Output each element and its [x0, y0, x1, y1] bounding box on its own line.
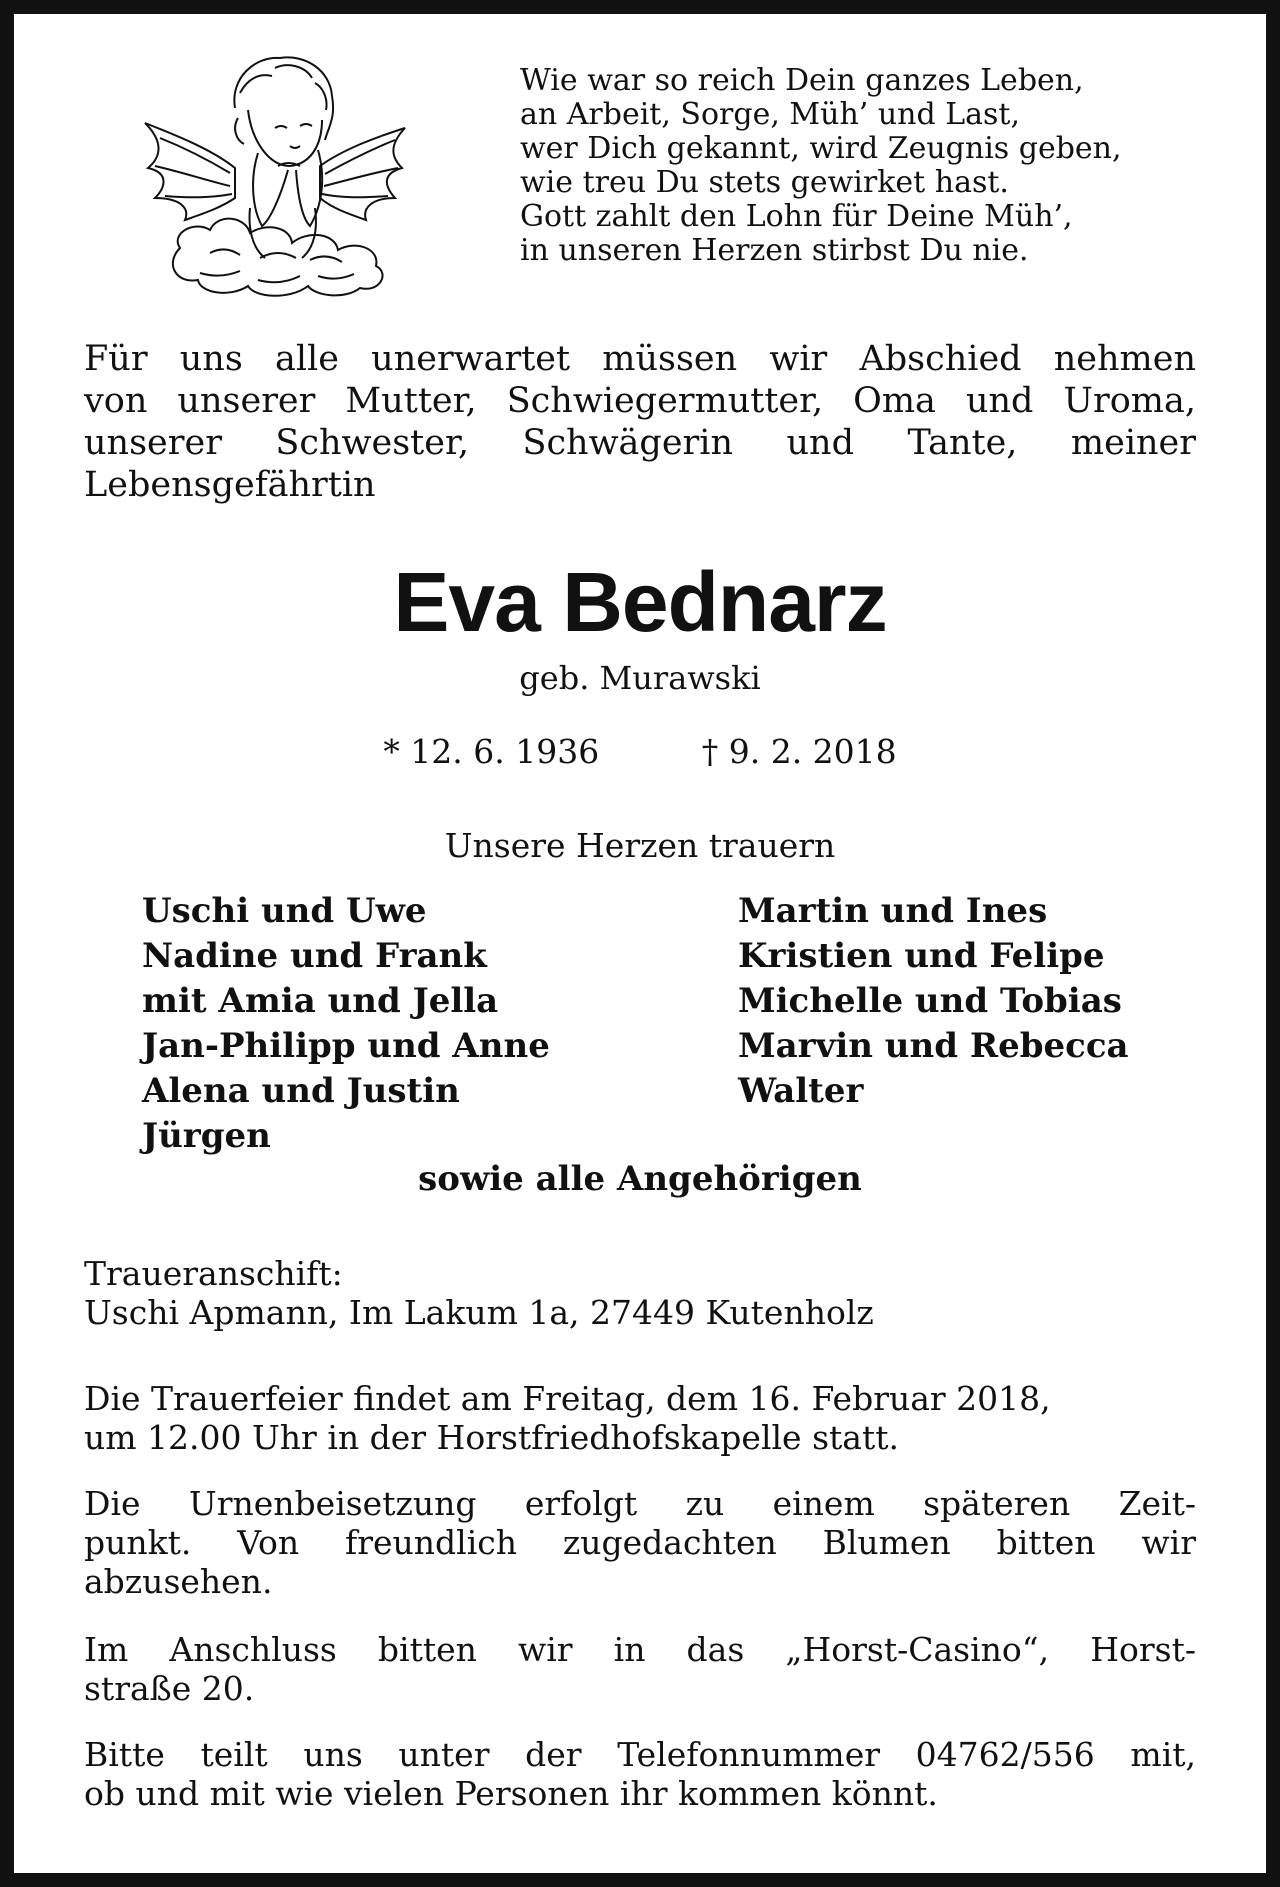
- mourner-name: Uschi und Uwe: [142, 891, 427, 931]
- birth-date: * 12. 6. 1936: [383, 732, 600, 771]
- poem-line: an Arbeit, Sorge, Müh’ und Last,: [520, 97, 1021, 132]
- life-dates: [0, 732, 1280, 772]
- intro-line: Lebensgefährtin: [84, 465, 376, 505]
- rsvp-paragraph: [84, 1735, 1196, 1813]
- paragraph-line: punkt. Von freundlich zugedachten Blumen bitten wir: [84, 1523, 1196, 1562]
- intro-line: unserer Schwester, Schwägerin und Tante, meiner: [84, 423, 1196, 463]
- mourners-heading: Unsere Herzen trauern: [444, 826, 836, 865]
- mourner-name: Kristien und Felipe: [738, 936, 1105, 976]
- mourners-right-column: [738, 889, 1129, 1114]
- mourner-name: Jan-Philipp und Anne: [142, 1026, 550, 1066]
- intro-text: [84, 338, 1196, 506]
- mourner-name: Marvin und Rebecca: [738, 1026, 1129, 1066]
- intro-line: von unserer Mutter, Schwiegermutter, Oma und Uroma,: [84, 381, 1196, 421]
- mourner-name: mit Amia und Jella: [142, 981, 499, 1021]
- paragraph-line: straße 20.: [84, 1669, 255, 1708]
- ceremony-paragraph: [84, 1379, 1196, 1457]
- intro-line: Für uns alle unerwartet müssen wir Abschied nehmen: [84, 339, 1196, 379]
- memorial-poem: [520, 64, 1220, 268]
- mourners-left-column: [142, 889, 550, 1159]
- mourner-name: Nadine und Frank: [142, 936, 487, 976]
- paragraph-line: Bitte teilt uns unter der Telefonnummer 04762/556 mit,: [84, 1735, 1196, 1774]
- poem-line: Gott zahlt den Lohn für Deine Müh’,: [520, 199, 1073, 234]
- cherub-angel-icon: [140, 48, 410, 303]
- poem-line: in unseren Herzen stirbst Du nie.: [520, 233, 1029, 268]
- mourner-name: Jürgen: [142, 1116, 271, 1156]
- paragraph-line: ob und mit wie vielen Personen ihr kommen könnt.: [84, 1774, 938, 1813]
- paragraph-line: Die Trauerfeier findet am Freitag, dem 16. Februar 2018,: [84, 1379, 1051, 1418]
- mourner-name: Walter: [738, 1071, 864, 1111]
- address-value: Uschi Apmann, Im Lakum 1a, 27449 Kutenholz: [84, 1293, 874, 1332]
- paragraph-line: Die Urnenbeisetzung erfolgt zu einem späteren Zeit-: [84, 1484, 1196, 1523]
- paragraph-line: Im Anschluss bitten wir in das „Horst-Casino“, Horst-: [84, 1630, 1196, 1669]
- poem-line: wer Dich gekannt, wird Zeugnis geben,: [520, 131, 1122, 166]
- maiden-name: geb. Murawski: [519, 659, 761, 697]
- deceased-name: Eva Bednarz: [393, 555, 887, 649]
- paragraph-line: um 12.00 Uhr in der Horstfriedhofskapelle statt.: [84, 1418, 899, 1457]
- mourning-address: [84, 1254, 1196, 1332]
- urn-paragraph: [84, 1484, 1196, 1601]
- paragraph-line: abzusehen.: [84, 1562, 273, 1601]
- mourner-name: Martin und Ines: [738, 891, 1048, 931]
- death-date: † 9. 2. 2018: [701, 732, 897, 771]
- mourner-name: Michelle und Tobias: [738, 981, 1122, 1021]
- poem-line: wie treu Du stets gewirket hast.: [520, 165, 1009, 200]
- mourner-name: Alena und Justin: [142, 1071, 460, 1111]
- relatives-closing: sowie alle Angehörigen: [418, 1159, 862, 1199]
- poem-line: Wie war so reich Dein ganzes Leben,: [520, 63, 1084, 98]
- address-label: Traueranschift:: [84, 1254, 343, 1293]
- reception-paragraph: [84, 1630, 1196, 1708]
